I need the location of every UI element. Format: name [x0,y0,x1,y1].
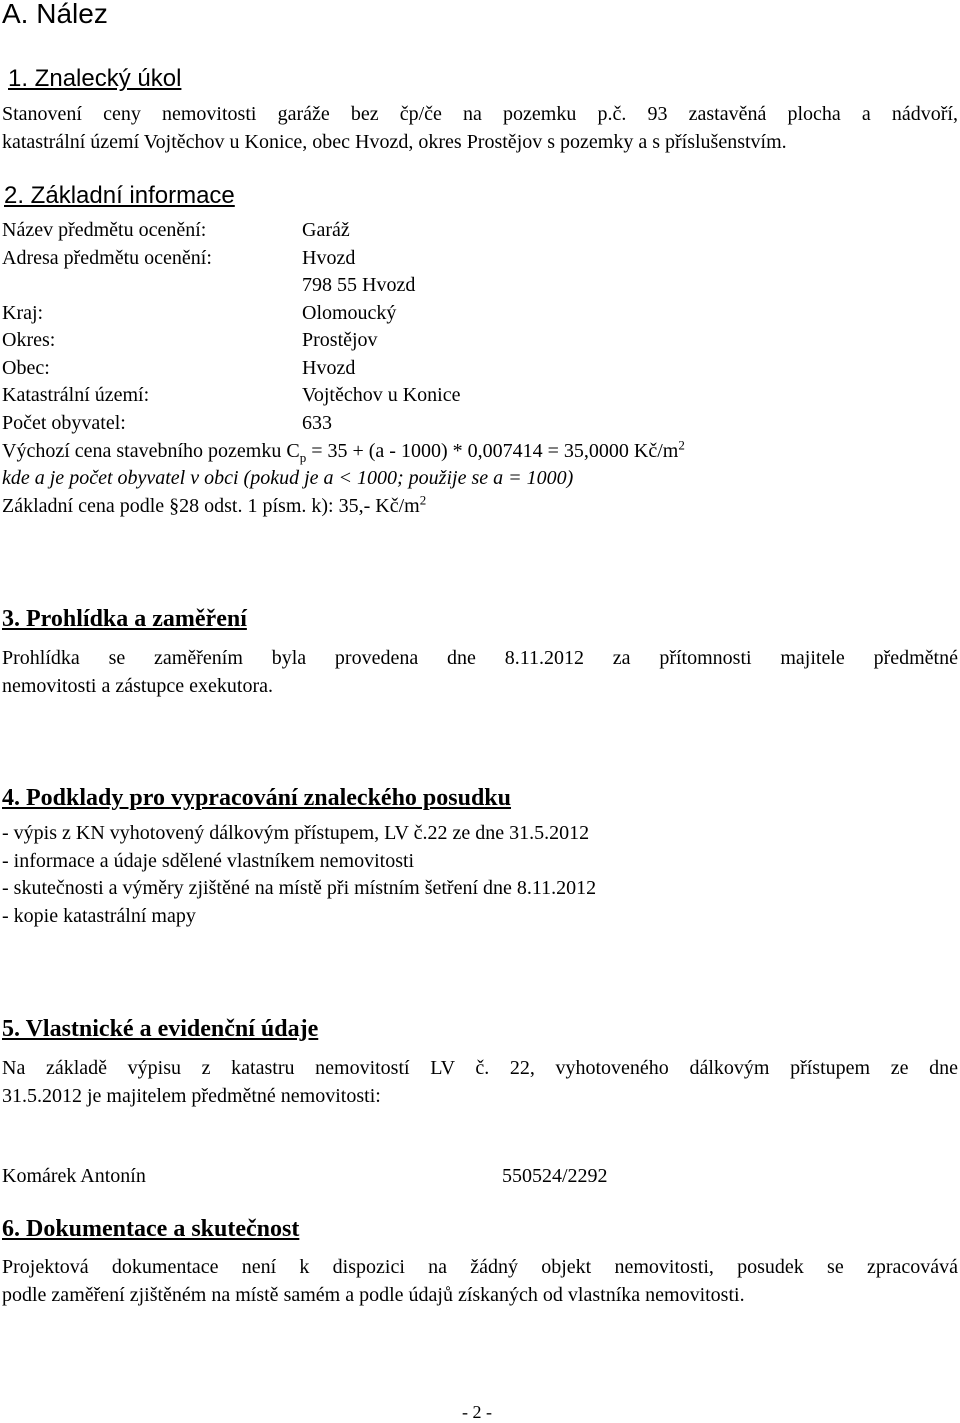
info-value-name: Garáž [302,219,350,241]
info-value-district: Prostějov [302,329,378,351]
list-item: - výpis z KN vyhotovený dálkovým přístupem, LV č.22 ze dne 31.5.2012 [2,822,590,844]
section-6-line-2: podle zaměření zjištěném na místě samém a podle údajů získaných od vlastníka nemovitosti. [2,1284,745,1306]
section-5-text [2,1054,958,1110]
section-1-heading: 1. Znalecký úkol [8,65,182,92]
owner-name: Komárek Antonín [2,1165,146,1187]
section-2-heading: 2. Základní informace [4,182,235,209]
info-value-region: Olomoucký [302,302,397,324]
info-value-population: 633 [302,412,332,434]
info-value-address-zip: 798 55 Hvozd [302,274,416,296]
section-3-line-1: Prohlídka se zaměřením byla provedena dne 8.11.2012 za přítomnosti majitele předmětné [2,647,958,669]
section-5-line-2: 31.5.2012 je majitelem předmětné nemovitosti: [2,1085,381,1107]
page-number: - 2 - [462,1402,492,1422]
section-1-line-1: Stanovení ceny nemovitosti garáže bez čp/če na pozemku p.č. 93 zastavěná plocha a nádvoří, [2,103,958,125]
info-value-cadastre: Vojtěchov u Konice [302,384,461,406]
section-6-line-1: Projektová dokumentace není k dispozici na žádný objekt nemovitosti, posudek se zpracovává [2,1256,958,1278]
info-label-cadastre: Katastrální území: [2,384,150,406]
info-label-name: Název předmětu ocenění: [2,219,207,241]
section-3-heading: 3. Prohlídka a zaměření [2,606,247,632]
info-value-municipality: Hvozd [302,357,356,379]
section-5-heading: 5. Vlastnické a evidenční údaje [2,1016,319,1042]
info-label-municipality: Obec: [2,357,50,379]
section-3-line-2: nemovitosti a zástupce exekutora. [2,675,274,697]
section-1-text [2,100,958,156]
section-6-heading: 6. Dokumentace a skutečnost [2,1216,300,1242]
section-5-line-1: Na základě výpisu z katastru nemovitostí LV č. 22, vyhotoveného dálkovým přístupem ze dne [2,1057,958,1079]
base-price: Základní cena podle §28 odst. 1 písm. k): 35,- $Kč/m^2$ [2,492,427,517]
page-title: A. Nález [2,0,108,29]
info-label-population: Počet obyvatel: [2,412,126,434]
list-item: - skutečnosti a výměry zjištěné na místě při místním šetření dne 8.11.2012 [2,877,597,899]
info-label-address: Adresa předmětu ocenění: [2,247,212,269]
owner-id: 550524/2292 [502,1165,608,1187]
list-item: - kopie katastrální mapy [2,905,196,927]
info-value-address: Hvozd [302,247,356,269]
info-label-district: Okres: [2,329,56,351]
info-label-region: Kraj: [2,302,44,324]
section-3-text [2,644,958,700]
land-price-formula: Výchozí cena stavebního pozemku $C_p = 35 + (a - 1000) * 0,007414 = 35,0000$ $Kč/m^2$ [2,437,685,465]
section-6-text [2,1253,958,1309]
section-4-heading: 4. Podklady pro vypracování znaleckého posudku [2,785,512,811]
population-note: kde a je počet obyvatel v obci (pokud je a < 1000; použije se a = 1000) [2,467,574,489]
section-1-line-2: katastrální území Vojtěchov u Konice, obec Hvozd, okres Prostějov s pozemky a s příslušenstvím. [2,131,787,153]
list-item: - informace a údaje sdělené vlastníkem nemovitosti [2,850,415,872]
